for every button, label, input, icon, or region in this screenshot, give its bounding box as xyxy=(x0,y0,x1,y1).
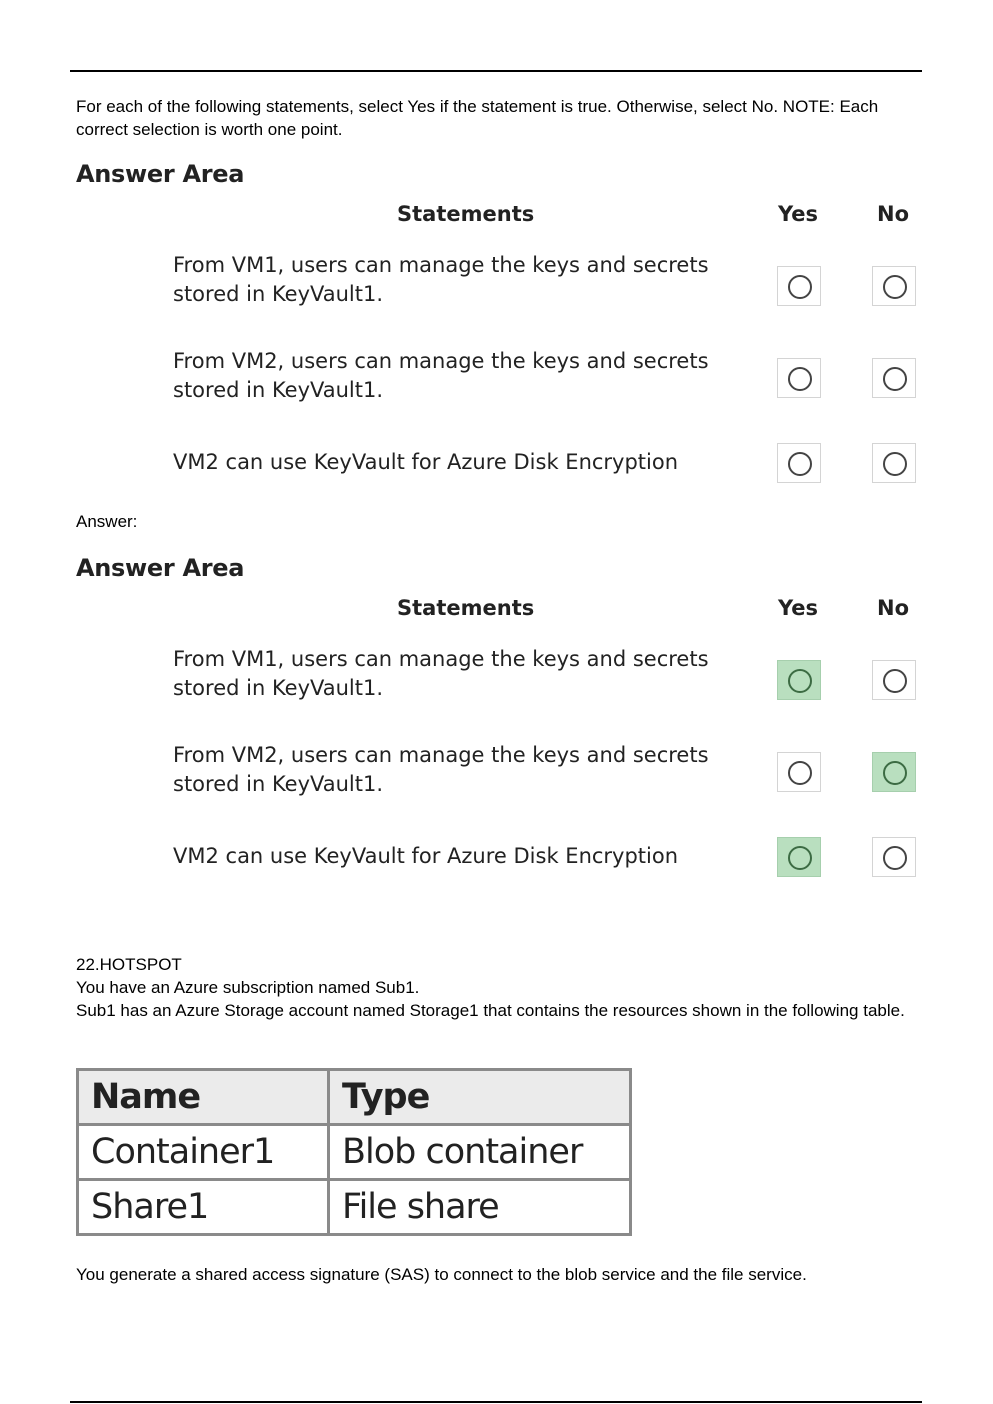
solution-answer-area xyxy=(76,554,926,894)
table-cell: Blob container xyxy=(329,1125,631,1180)
answer-label: Answer: xyxy=(76,512,138,531)
statement-1-no-radio[interactable] xyxy=(872,660,916,700)
statement-1-yes-radio[interactable] xyxy=(777,266,821,306)
radio-circle-icon xyxy=(788,452,812,476)
radio-circle-icon xyxy=(788,367,812,391)
yes-header: Yes xyxy=(778,202,819,226)
table-cell: Share1 xyxy=(78,1180,329,1235)
table-cell: Container1 xyxy=(78,1125,329,1180)
statement-1: From VM1, users can manage the keys and secrets stored in KeyVault1. xyxy=(173,253,709,306)
resources-table xyxy=(76,1068,632,1236)
radio-circle-icon xyxy=(788,761,812,785)
statement-2-no-radio[interactable] xyxy=(872,358,916,398)
radio-circle-icon xyxy=(883,367,907,391)
radio-circle-icon xyxy=(883,846,907,870)
statement-3: VM2 can use KeyVault for Azure Disk Encryption xyxy=(173,844,679,868)
statement-2: From VM2, users can manage the keys and secrets stored in KeyVault1. xyxy=(173,743,709,796)
instructions-text: For each of the following statements, select Yes if the statement is true. Otherwise, select No. NOTE: Each correct selection is worth one point. xyxy=(76,97,879,139)
question-line-1: You have an Azure subscription named Sub1. xyxy=(76,978,420,997)
column-header-name: Name xyxy=(78,1070,329,1125)
question-number: 22.HOTSPOT xyxy=(76,955,182,974)
no-header: No xyxy=(877,596,910,620)
table-cell: File share xyxy=(329,1180,631,1235)
table-row xyxy=(78,1180,631,1235)
radio-circle-icon xyxy=(883,275,907,299)
answer-area-title: Answer Area xyxy=(76,160,245,188)
question-answer-area xyxy=(76,160,926,500)
statement-2: From VM2, users can manage the keys and secrets stored in KeyVault1. xyxy=(173,349,709,402)
answer-area-title: Answer Area xyxy=(76,554,245,582)
statement-3: VM2 can use KeyVault for Azure Disk Encryption xyxy=(173,450,679,474)
statement-3-no-radio[interactable] xyxy=(872,837,916,877)
statement-1-no-radio[interactable] xyxy=(872,266,916,306)
table-header-row xyxy=(78,1070,631,1125)
statement-3-no-radio[interactable] xyxy=(872,443,916,483)
sas-text: You generate a shared access signature (SAS) to connect to the blob service and the file service. xyxy=(76,1265,807,1284)
radio-circle-icon xyxy=(788,669,812,693)
radio-circle-icon xyxy=(788,846,812,870)
header-rule xyxy=(70,70,922,72)
statement-3-yes-radio[interactable] xyxy=(777,837,821,877)
radio-circle-icon xyxy=(883,452,907,476)
table-row xyxy=(78,1125,631,1180)
statement-2-no-radio[interactable] xyxy=(872,752,916,792)
statement-1-yes-radio[interactable] xyxy=(777,660,821,700)
yes-header: Yes xyxy=(778,596,819,620)
radio-circle-icon xyxy=(883,669,907,693)
statements-header: Statements xyxy=(397,202,535,226)
radio-circle-icon xyxy=(883,761,907,785)
column-header-type: Type xyxy=(329,1070,631,1125)
question-line-2: Sub1 has an Azure Storage account named Storage1 that contains the resources shown in the following table. xyxy=(76,1001,905,1020)
no-header: No xyxy=(877,202,910,226)
footer-rule xyxy=(70,1401,922,1403)
statement-2-yes-radio[interactable] xyxy=(777,358,821,398)
statement-1: From VM1, users can manage the keys and secrets stored in KeyVault1. xyxy=(173,647,709,700)
statement-2-yes-radio[interactable] xyxy=(777,752,821,792)
question-22 xyxy=(76,953,916,1022)
radio-circle-icon xyxy=(788,275,812,299)
statements-header: Statements xyxy=(397,596,535,620)
statement-3-yes-radio[interactable] xyxy=(777,443,821,483)
